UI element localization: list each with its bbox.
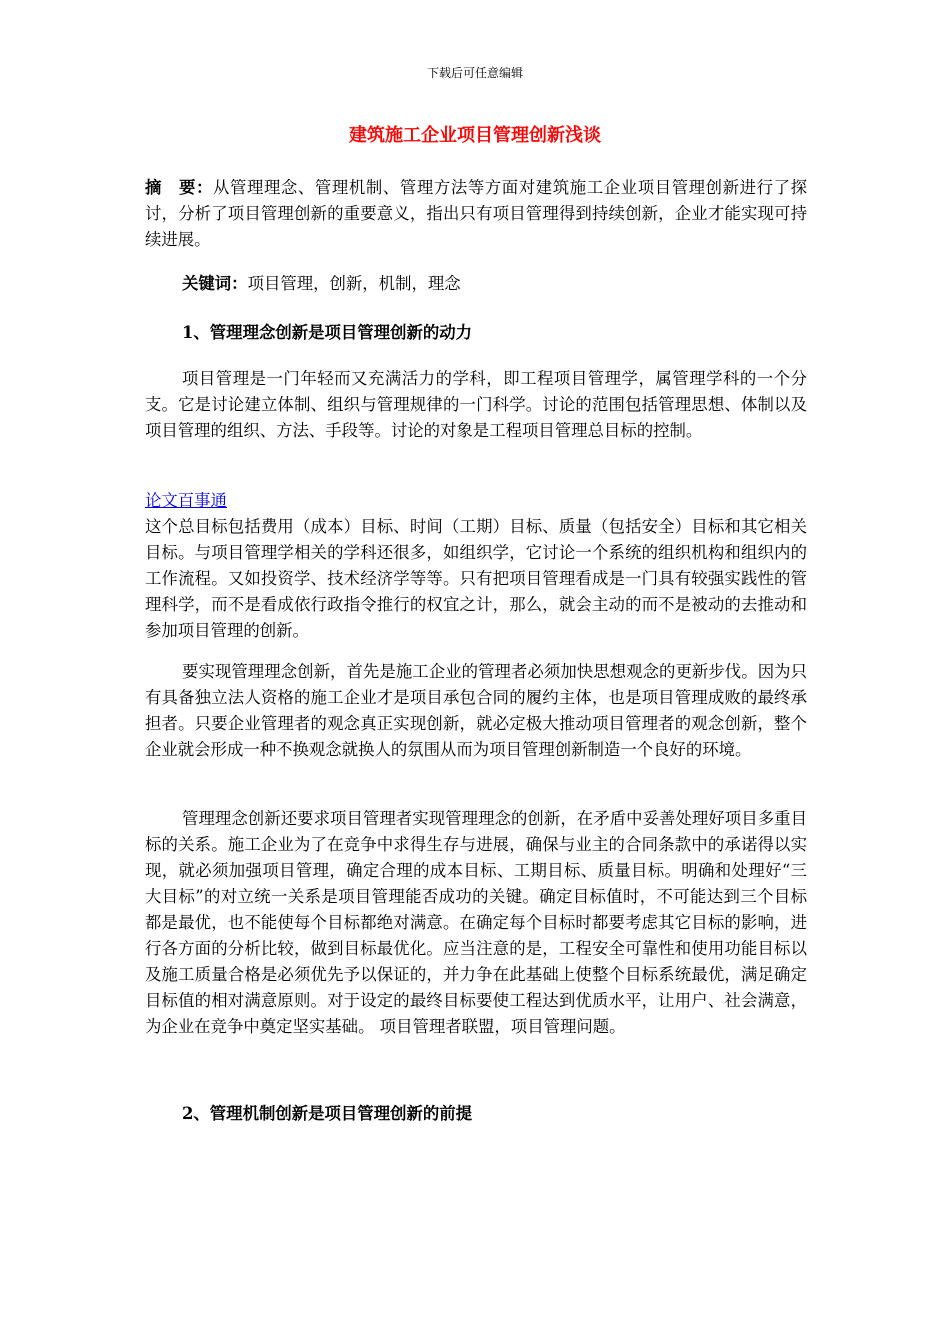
document-title: 建筑施工企业项目管理创新浅谈 xyxy=(349,125,601,146)
section1-heading: 1、管理理念创新是项目管理创新的动力 xyxy=(182,323,473,342)
keywords-line xyxy=(182,271,461,297)
section1-paragraph-1: 项目管理是一门年轻而又充满活力的学科，即工程项目管理学，属管理学科的一个分支。它是讨论建立体制、组织与管理规律的一门科学。讨论的范围包括管理思想、体制以及项目管理的组织、方法、手段等。讨论的对象是工程项目管理总目标的控制。 xyxy=(145,369,807,440)
section2-heading: 2、管理机制创新是项目管理创新的前提 xyxy=(182,1104,473,1123)
section1-paragraph-3: 要实现管理理念创新，首先是施工企业的管理者必须加快思想观念的更新步伐。因为只有具备独立法人资格的施工企业才是项目承包合同的履约主体，也是项目管理成败的最终承担者。只要企业管理者的观念真正实现创新，就必定极大推动项目管理者的观念创新，整个企业就会形成一种不换观念就换人的氛围从而为项目管理创新制造一个良好的环境。 xyxy=(145,662,807,759)
section1-paragraph-4: 管理理念创新还要求项目管理者实现管理理念的创新，在矛盾中妥善处理好项目多重目标的关系。施工企业为了在竞争中求得生存与进展，确保与业主的合同条款中的承诺得以实现，就必须加强项目管理，确定合理的成本目标、工期目标、质量目标。明确和处理好“三大目标”的对立统一关系是项目管理能否成功的关键。确定目标值时，不可能达到三个目标都是最优，也不能使每个目标都绝对满意。在确定每个目标时都要考虑其它目标的影响，进行各方面的分析比较，做到目标最优化。应当注意的是，工程安全可靠性和使用功能目标以及施工质量合格是必须优先予以保证的，并力争在此基础上使整个目标系统最优，满足确定目标值的相对满意原则。对于设定的最终目标要使工程达到优质水平，让用户、社会满意，为企业在竞争中奠定坚实基础。 项目管理者联盟，项目管理问题。 xyxy=(145,809,807,1036)
lunwen-link[interactable]: 论文百事通 xyxy=(145,491,227,510)
abstract-label: 摘 要： xyxy=(145,178,213,197)
header-note: 下载后可任意编辑 xyxy=(426,66,523,80)
abstract-text: 从管理理念、管理机制、管理方法等方面对建筑施工企业项目管理创新进行了探讨，分析了项目管理创新的重要意义，指出只有项目管理得到持续创新，企业才能实现可持续进展。 xyxy=(145,178,808,249)
abstract-paragraph xyxy=(145,175,807,253)
section1-paragraph-2: 这个总目标包括费用（成本）目标、时间（工期）目标、质量（包括安全）目标和其它相关目标。与项目管理学相关的学科还很多，如组织学，它讨论一个系统的组织机构和组织内的工作流程。又如投资学、技术经济学等等。只有把项目管理看成是一门具有较强实践性的管理科学，而不是看成依行政指令推行的权宜之计，那么，就会主动的而不是被动的去推动和参加项目管理的创新。 xyxy=(145,517,807,640)
keywords-text: 项目管理，创新，机制，理念 xyxy=(247,274,461,293)
section1-link-block xyxy=(145,488,807,644)
keywords-label: 关键词： xyxy=(182,274,248,293)
